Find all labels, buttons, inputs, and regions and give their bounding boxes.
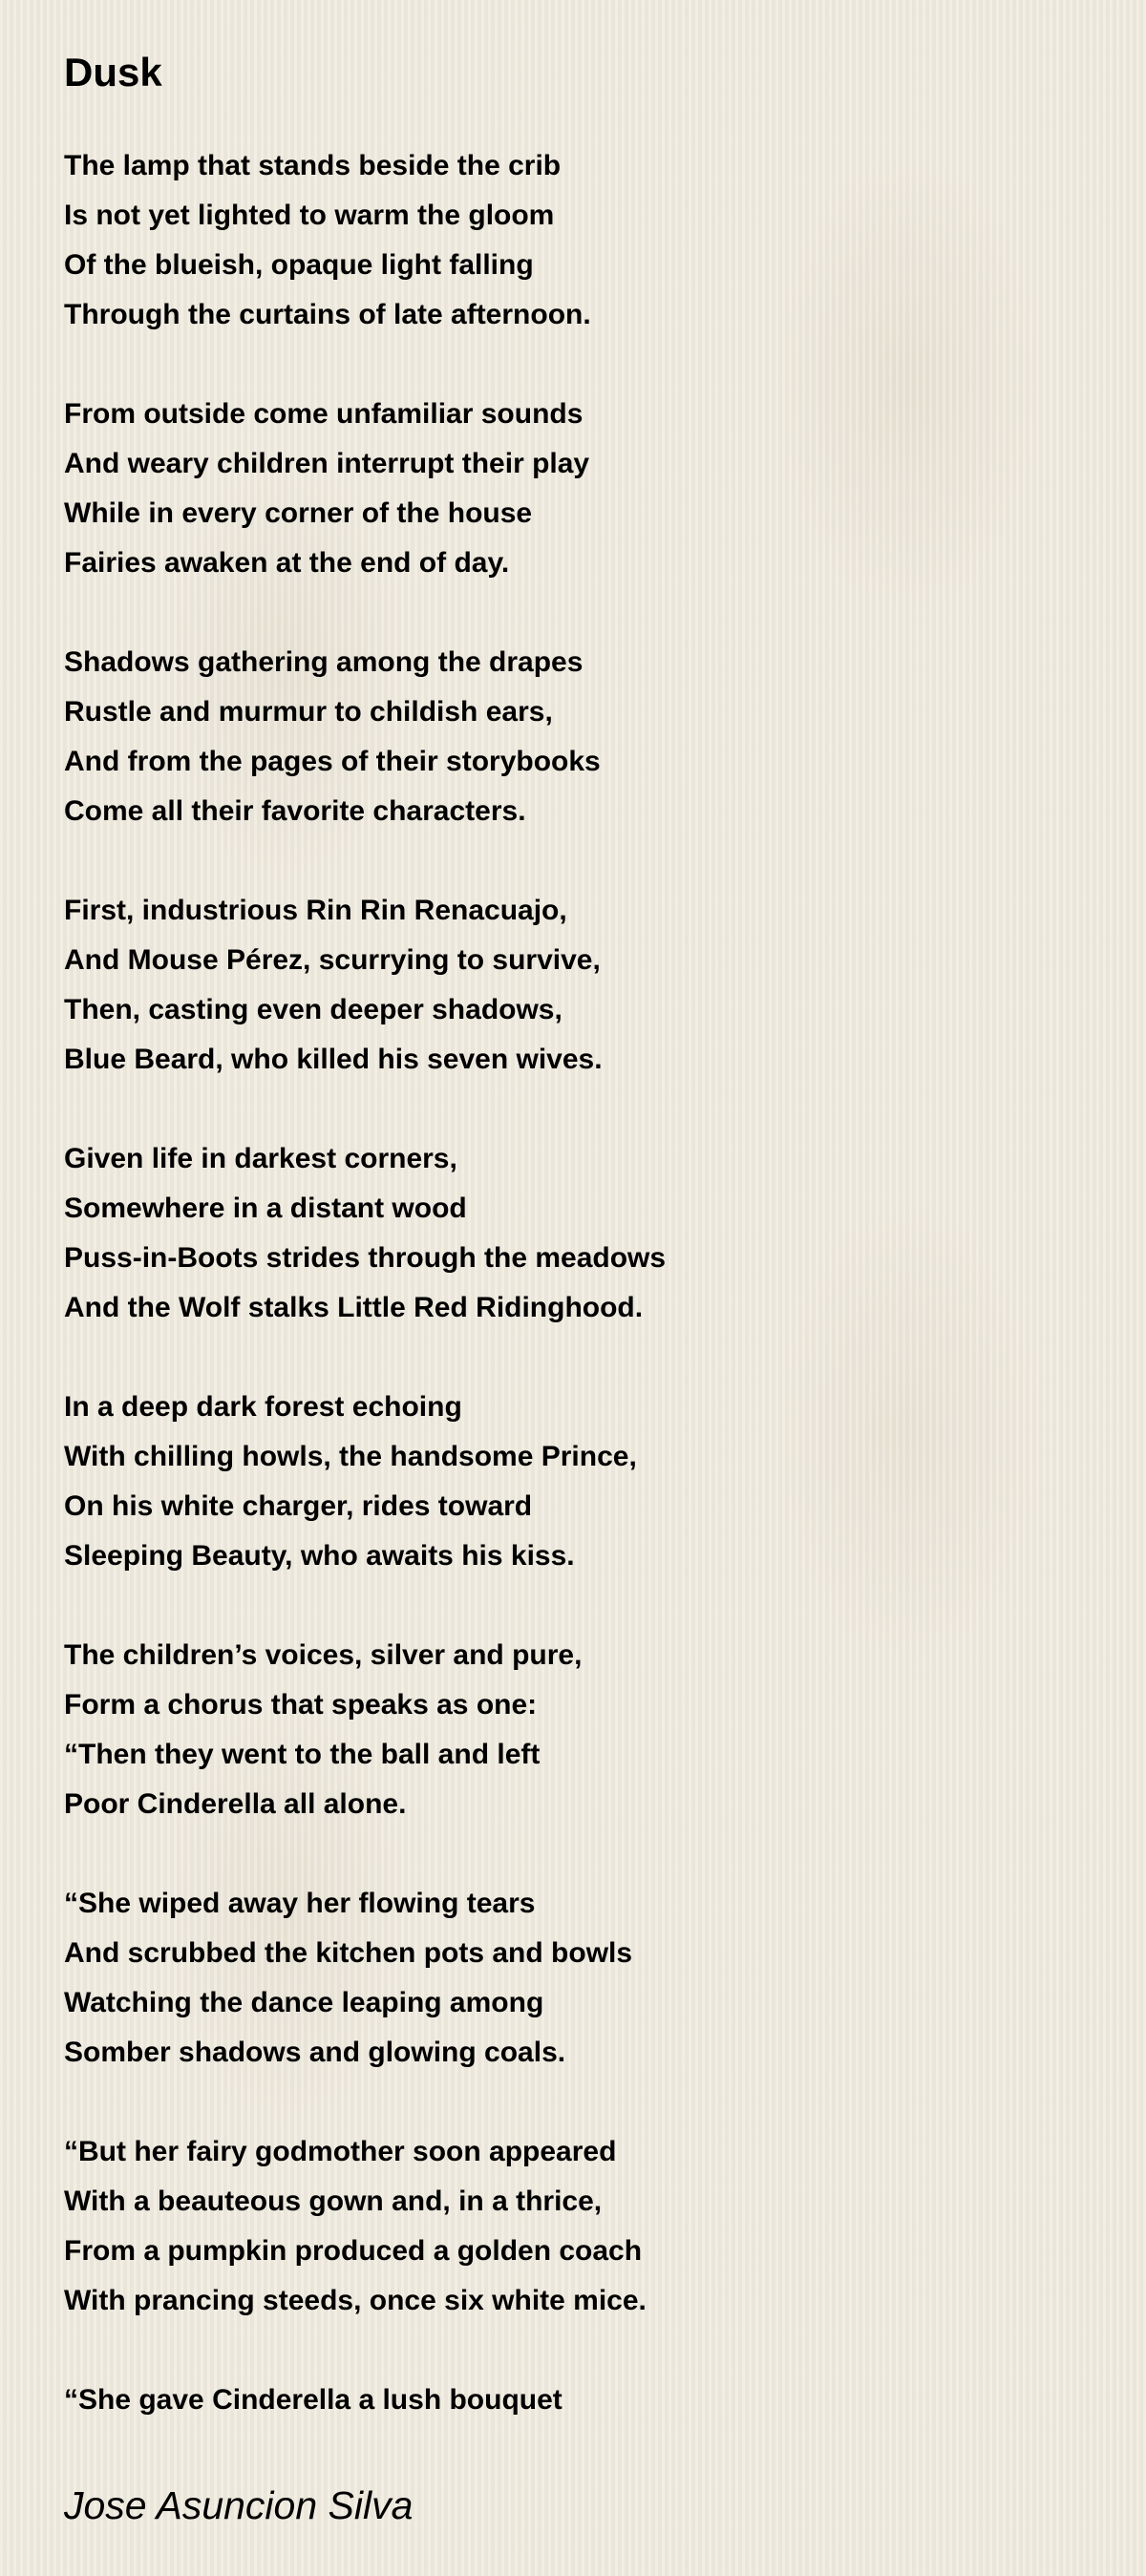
- poem-line: And from the pages of their storybooks: [64, 746, 601, 777]
- poem-line: Through the curtains of late afternoon.: [64, 299, 591, 330]
- poem-line: Puss-in-Boots strides through the meadows: [64, 1242, 667, 1274]
- stanza: [64, 1631, 666, 1829]
- poem-line: “She wiped away her flowing tears: [64, 1888, 536, 1919]
- poem-line: Watching the dance leaping among: [64, 1987, 544, 2018]
- poem-line: With a beauteous gown and, in a thrice,: [64, 2185, 603, 2217]
- poem-line: Somewhere in a distant wood: [64, 1193, 467, 1224]
- poem-line: “She gave Cinderella a lush bouquet: [64, 2384, 562, 2416]
- poem-line: While in every corner of the house: [64, 497, 533, 529]
- stanza: [64, 1383, 666, 1581]
- poem-line: And Mouse Pérez, scurrying to survive,: [64, 944, 601, 976]
- poem-line: “But her fairy godmother soon appeared: [64, 2136, 617, 2167]
- stanza: [64, 390, 666, 588]
- poem-line: Then, casting even deeper shadows,: [64, 994, 562, 1025]
- poem-line: Sleeping Beauty, who awaits his kiss.: [64, 1540, 575, 1572]
- poem-line: Form a chorus that speaks as one:: [64, 1689, 538, 1721]
- poem-author: Jose Asuncion Silva: [64, 2483, 414, 2527]
- poem-line: Of the blueish, opaque light falling: [64, 249, 534, 281]
- poem-line: And the Wolf stalks Little Red Ridinghood.: [64, 1292, 644, 1323]
- poem-line: Fairies awaken at the end of day.: [64, 547, 510, 579]
- poem-line: The children’s voices, silver and pure,: [64, 1639, 583, 1671]
- poem-line: Is not yet lighted to warm the gloom: [64, 200, 555, 231]
- poem-line: With chilling howls, the handsome Prince,: [64, 1441, 637, 1472]
- poem-line: Come all their favorite characters.: [64, 795, 526, 827]
- stanza: [64, 141, 666, 340]
- poem-line: Somber shadows and glowing coals.: [64, 2037, 566, 2068]
- poem-line: Rustle and murmur to childish ears,: [64, 696, 553, 728]
- poem-line: And weary children interrupt their play: [64, 448, 590, 479]
- poem-line: “Then they went to the ball and left: [64, 1739, 541, 1770]
- poem-line: On his white charger, rides toward: [64, 1490, 533, 1522]
- stanza: [64, 2127, 666, 2326]
- poem-line: Given life in darkest corners,: [64, 1143, 457, 1174]
- poem-line: From outside come unfamiliar sounds: [64, 398, 584, 430]
- poem-line: Blue Beard, who killed his seven wives.: [64, 1044, 603, 1075]
- stanza: [64, 886, 666, 1085]
- poem-body: [64, 141, 666, 2475]
- poem-title: Dusk: [64, 50, 162, 95]
- stanza: [64, 1134, 666, 1333]
- stanza: [64, 2375, 666, 2425]
- stanza: [64, 638, 666, 836]
- poem-line: The lamp that stands beside the crib: [64, 150, 562, 181]
- poem-line: In a deep dark forest echoing: [64, 1391, 462, 1423]
- poem-line: From a pumpkin produced a golden coach: [64, 2235, 643, 2267]
- poem-line: And scrubbed the kitchen pots and bowls: [64, 1937, 633, 1969]
- poem-line: With prancing steeds, once six white mice.: [64, 2285, 647, 2316]
- stanza: [64, 1879, 666, 2078]
- poem-line: First, industrious Rin Rin Renacuajo,: [64, 895, 567, 926]
- poem-line: Poor Cinderella all alone.: [64, 1788, 407, 1820]
- poem-line: Shadows gathering among the drapes: [64, 646, 584, 678]
